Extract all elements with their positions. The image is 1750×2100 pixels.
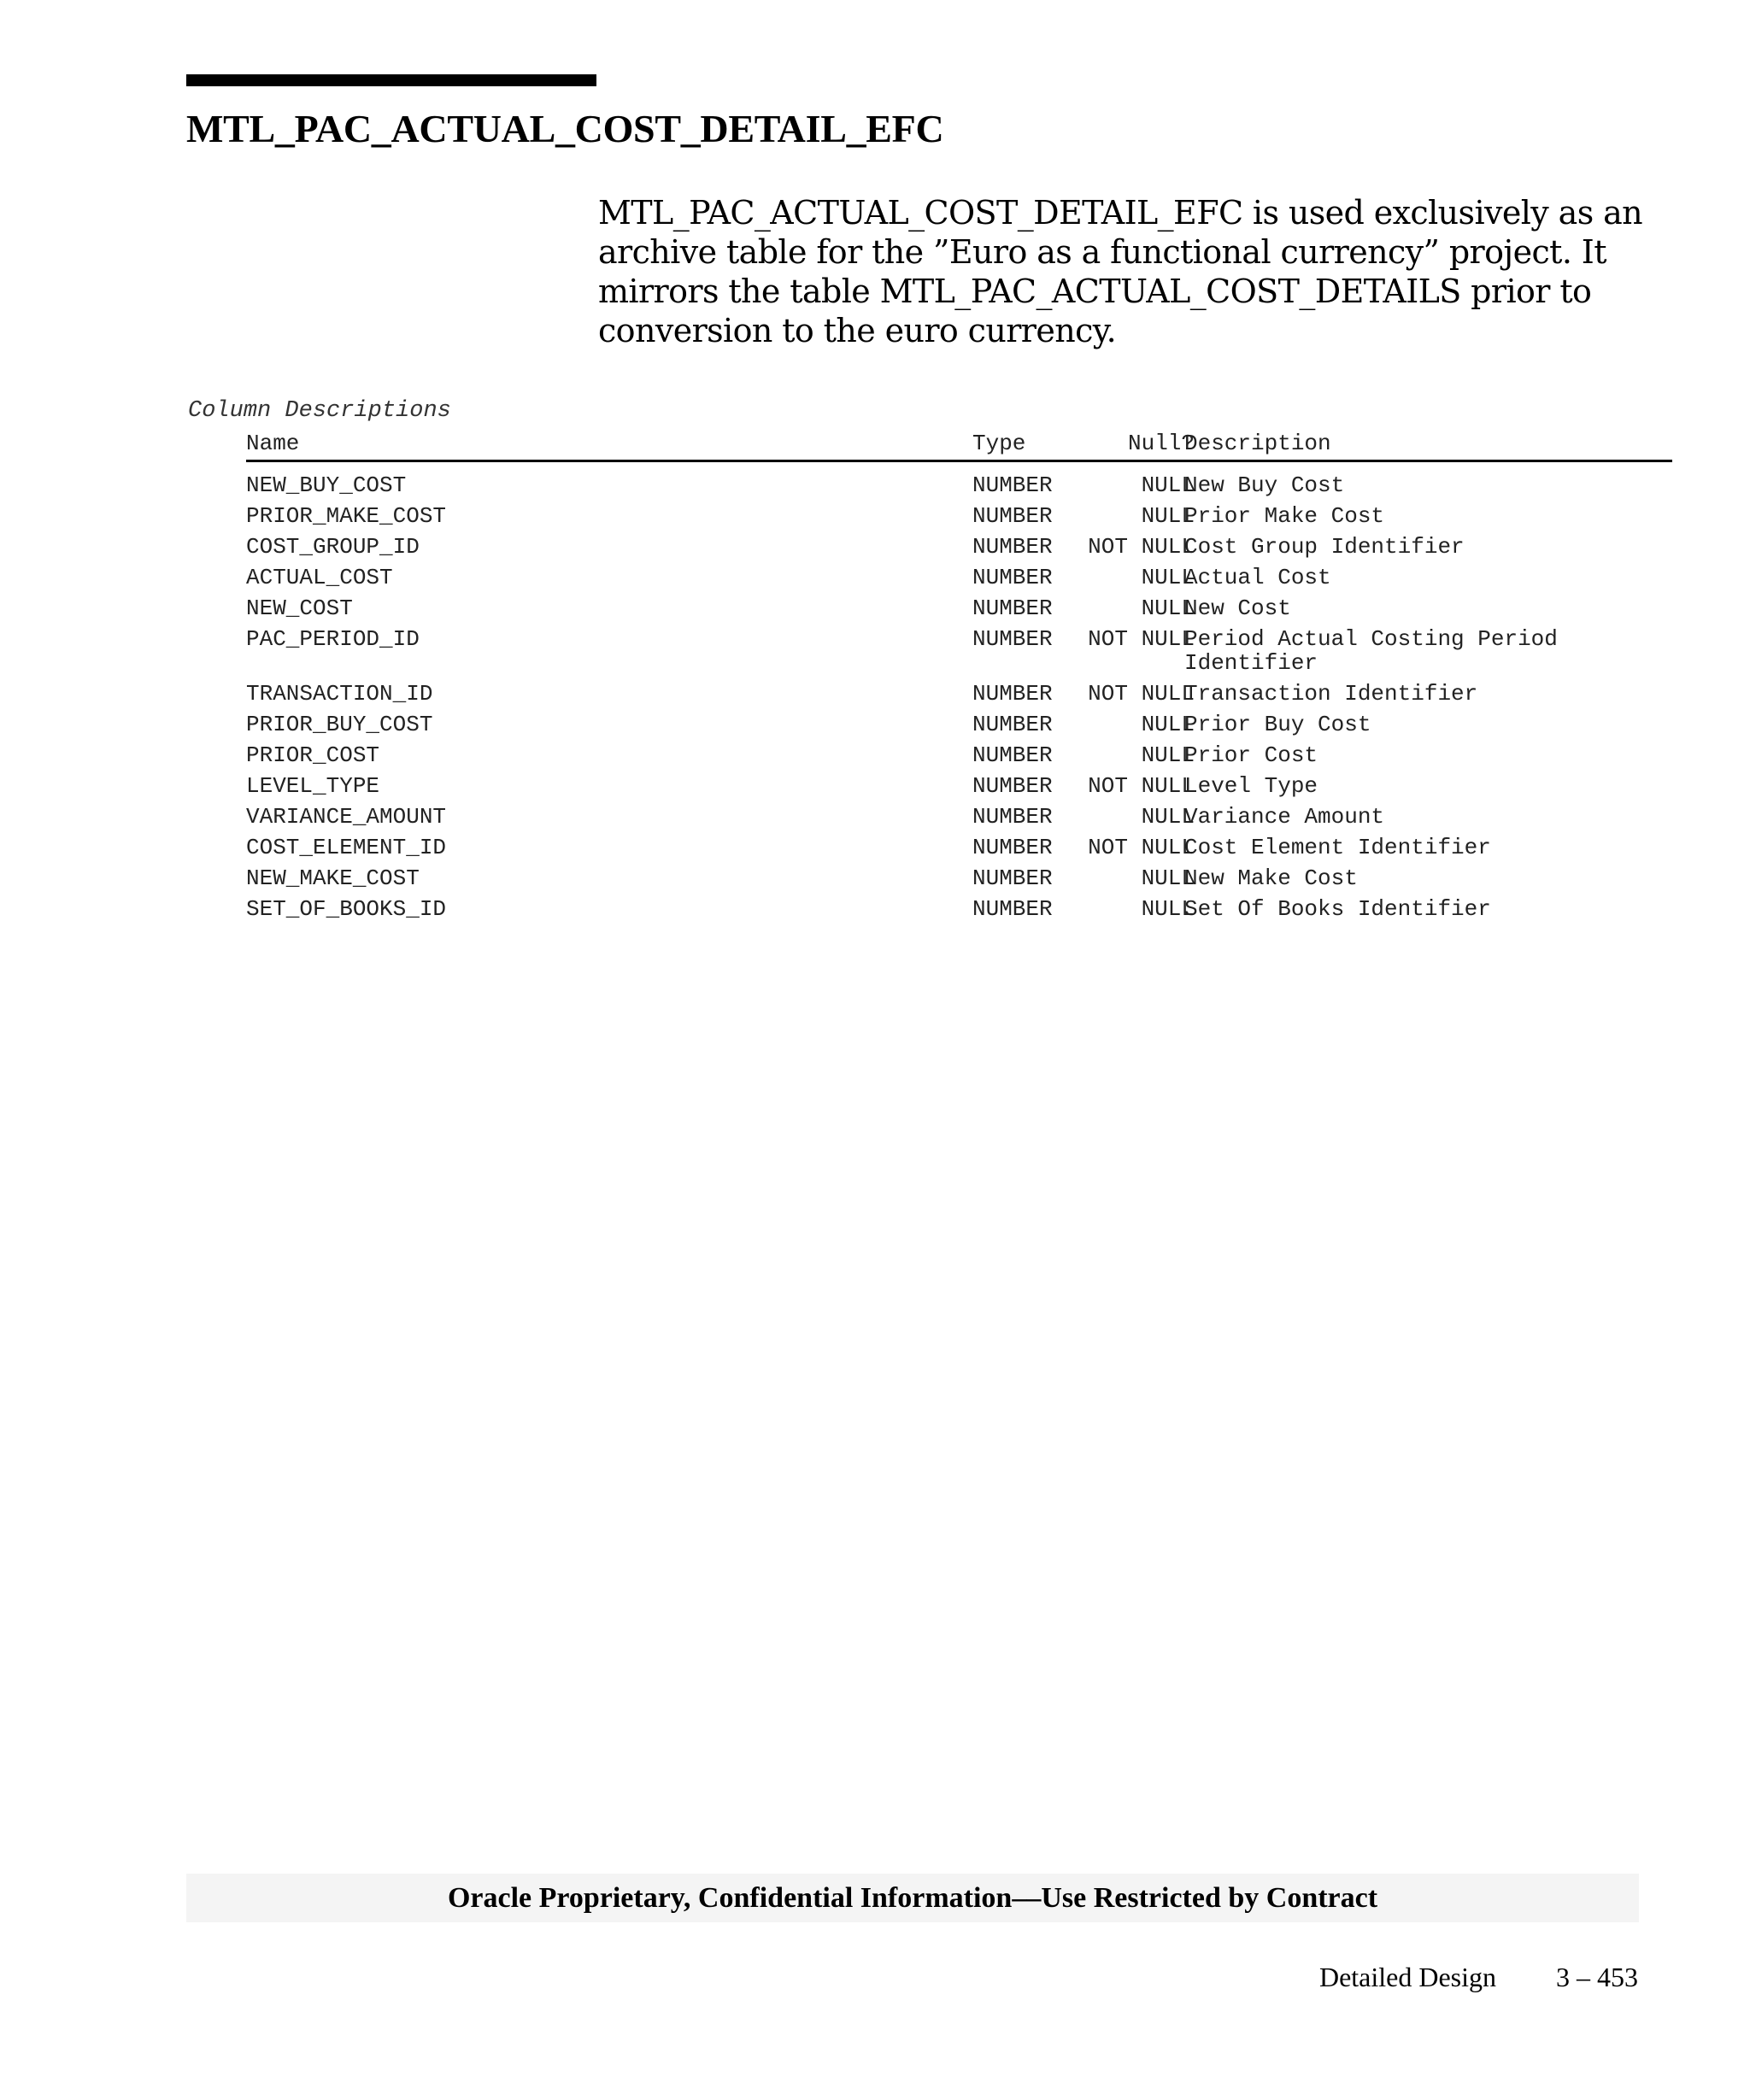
table-row: [246, 863, 1672, 894]
column-type: NUMBER: [972, 896, 1053, 922]
column-description: Variance Amount: [1184, 804, 1385, 830]
confidential-notice: Oracle Proprietary, Confidential Information––Use Restricted by Contract: [186, 1874, 1639, 1922]
column-name: PRIOR_MAKE_COST: [246, 503, 447, 529]
column-name: PRIOR_COST: [246, 742, 380, 768]
column-description: Prior Make Cost: [1184, 503, 1385, 529]
table-description: MTL_PAC_ACTUAL_COST_DETAIL_EFC is used exclusively as an archive table for the ”Euro as a functional currency” project. It mirrors the table MTL_PAC_ACTUAL_COST_DETAILS prior to conversion to the euro currency.: [598, 194, 1643, 349]
column-type: NUMBER: [972, 742, 1053, 768]
column-name: VARIANCE_AMOUNT: [246, 804, 447, 830]
column-nullable: NOT NULL: [1088, 835, 1195, 860]
column-name: NEW_COST: [246, 595, 353, 621]
column-description: Prior Cost: [1184, 742, 1318, 768]
table-header: [246, 431, 1672, 462]
page-number: 3 – 453: [1556, 1962, 1638, 1992]
column-nullable: NULL: [1141, 565, 1195, 590]
column-name: COST_ELEMENT_ID: [246, 835, 447, 860]
table-row: [246, 501, 1672, 531]
table-row: [246, 709, 1672, 740]
column-nullable: NOT NULL: [1088, 773, 1195, 799]
column-name: ACTUAL_COST: [246, 565, 393, 590]
column-type: NUMBER: [972, 804, 1053, 830]
column-name: PAC_PERIOD_ID: [246, 626, 420, 652]
column-name: TRANSACTION_ID: [246, 681, 433, 707]
table-row: [246, 593, 1672, 624]
header-name: Name: [246, 431, 300, 456]
column-name: NEW_MAKE_COST: [246, 865, 420, 891]
column-description: Prior Buy Cost: [1184, 712, 1371, 737]
column-nullable: NULL: [1141, 595, 1195, 621]
column-description: New Cost: [1184, 595, 1291, 621]
column-name: PRIOR_BUY_COST: [246, 712, 433, 737]
page-title: MTL_PAC_ACTUAL_COST_DETAIL_EFC: [186, 107, 944, 150]
column-type: NUMBER: [972, 626, 1053, 652]
column-type: NUMBER: [972, 865, 1053, 891]
column-type: NUMBER: [972, 712, 1053, 737]
column-type: NUMBER: [972, 681, 1053, 707]
column-nullable: NULL: [1141, 742, 1195, 768]
column-nullable: NOT NULL: [1088, 681, 1195, 707]
table-row: [246, 801, 1672, 832]
column-description: Period Actual Costing Period Identifier: [1184, 626, 1558, 676]
table-row: [246, 894, 1672, 924]
section-label: Column Descriptions: [188, 398, 451, 424]
column-description: Level Type: [1184, 773, 1318, 799]
column-description: Cost Element Identifier: [1184, 835, 1491, 860]
column-table: [246, 470, 1672, 924]
column-nullable: NULL: [1141, 865, 1195, 891]
column-description: Set Of Books Identifier: [1184, 896, 1491, 922]
column-type: NUMBER: [972, 503, 1053, 529]
column-name: LEVEL_TYPE: [246, 773, 380, 799]
column-nullable: NULL: [1141, 896, 1195, 922]
column-name: SET_OF_BOOKS_ID: [246, 896, 447, 922]
column-description: Actual Cost: [1184, 565, 1331, 590]
column-description: Transaction Identifier: [1184, 681, 1478, 707]
column-nullable: NULL: [1141, 712, 1195, 737]
table-row: [246, 624, 1672, 678]
table-row: [246, 740, 1672, 771]
table-row: [246, 562, 1672, 593]
column-description: New Buy Cost: [1184, 472, 1345, 498]
column-name: NEW_BUY_COST: [246, 472, 407, 498]
column-nullable: NULL: [1141, 804, 1195, 830]
table-row: [246, 771, 1672, 801]
header-description: Description: [1184, 431, 1331, 456]
column-type: NUMBER: [972, 595, 1053, 621]
column-type: NUMBER: [972, 565, 1053, 590]
column-description: Cost Group Identifier: [1184, 534, 1465, 560]
title-rule: [186, 74, 596, 86]
page-footer: [1319, 1962, 1638, 1993]
column-description: New Make Cost: [1184, 865, 1358, 891]
table-row: [246, 832, 1672, 863]
table-row: [246, 531, 1672, 562]
column-type: NUMBER: [972, 773, 1053, 799]
table-row: [246, 678, 1672, 709]
table-row: [246, 470, 1672, 501]
column-nullable: NOT NULL: [1088, 534, 1195, 560]
column-nullable: NOT NULL: [1088, 626, 1195, 652]
column-type: NUMBER: [972, 835, 1053, 860]
column-type: NUMBER: [972, 472, 1053, 498]
column-type: NUMBER: [972, 534, 1053, 560]
header-type: Type: [972, 431, 1026, 456]
header-null: Null?: [1127, 431, 1195, 456]
section-name: Detailed Design: [1318, 1962, 1496, 1992]
column-nullable: NULL: [1141, 503, 1195, 529]
column-nullable: NULL: [1141, 472, 1195, 498]
column-name: COST_GROUP_ID: [246, 534, 420, 560]
